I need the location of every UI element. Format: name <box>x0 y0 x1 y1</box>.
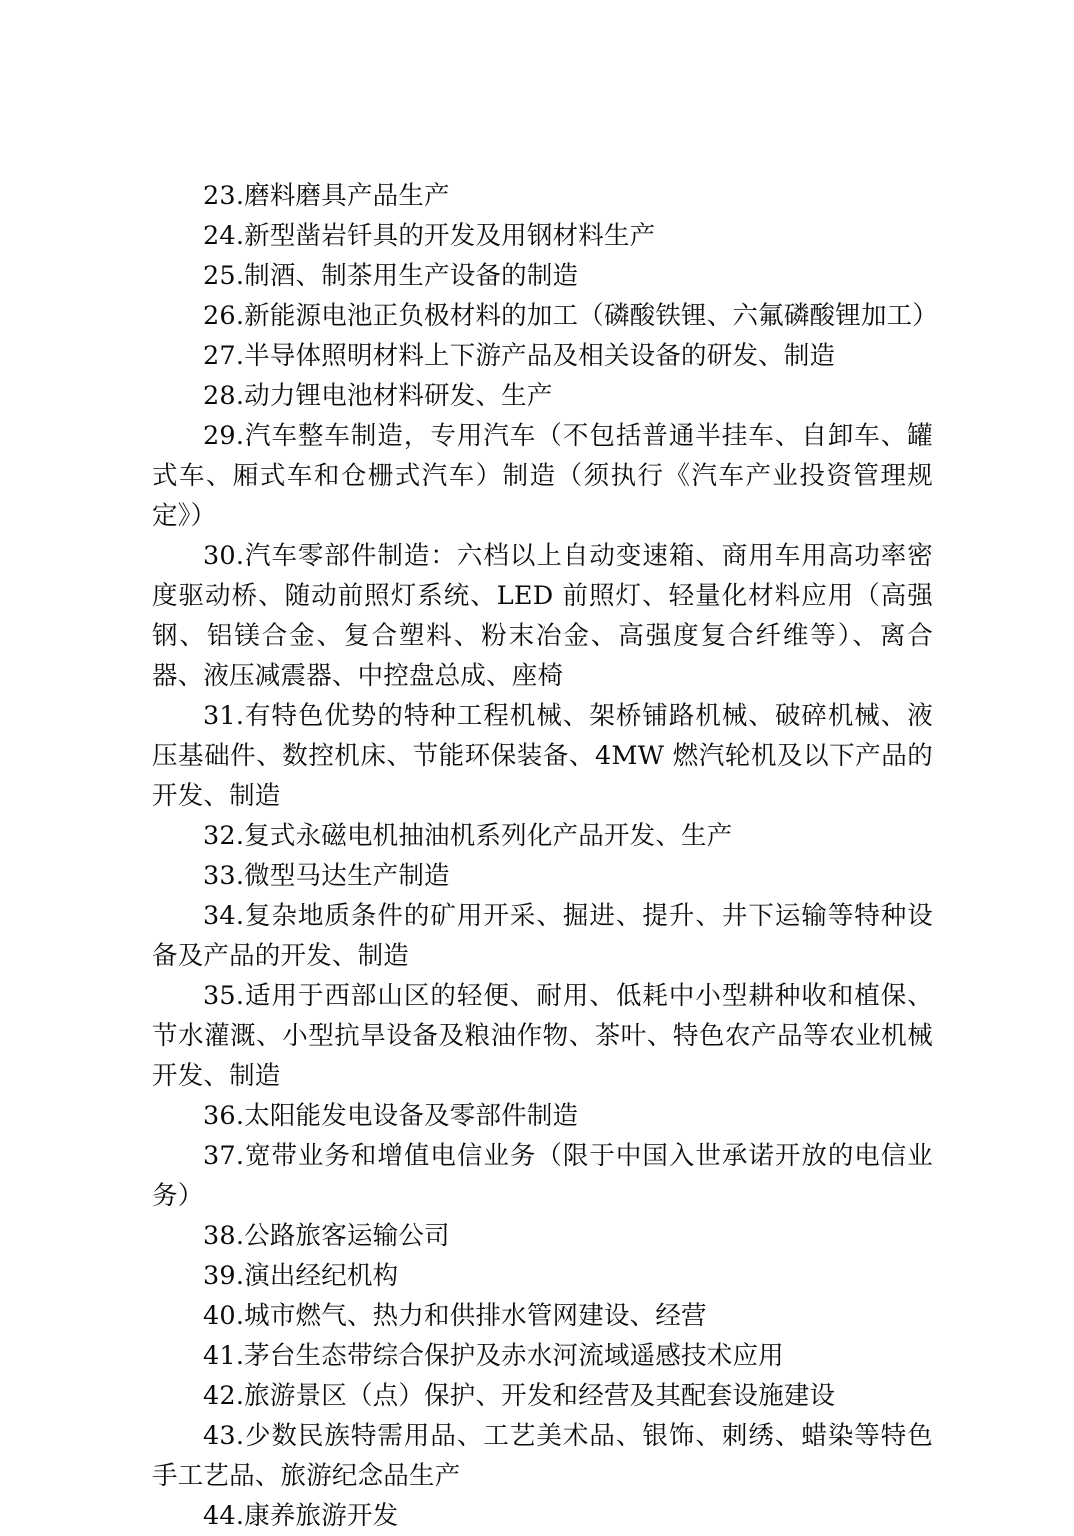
list-item: 43.少数民族特需用品、工艺美术品、银饰、刺绣、蜡染等特色手工艺品、旅游纪念品生产 <box>152 1421 933 1491</box>
list-item: 37.宽带业务和增值电信业务（限于中国入世承诺开放的电信业务） <box>152 1141 933 1211</box>
list-item: 28.动力锂电池材料研发、生产 <box>203 381 553 411</box>
list-item: 26.新能源电池正负极材料的加工（磷酸铁锂、六氟磷酸锂加工） <box>203 301 939 331</box>
list-item: 40.城市燃气、热力和供排水管网建设、经营 <box>203 1301 707 1331</box>
list-item: 31.有特色优势的特种工程机械、架桥铺路机械、破碎机械、液压基础件、数控机床、节能环保装备、4MW 燃汽轮机及以下产品的开发、制造 <box>152 701 933 811</box>
list-item: 39.演出经纪机构 <box>203 1261 399 1291</box>
list-item: 41.茅台生态带综合保护及赤水河流域遥感技术应用 <box>203 1341 784 1371</box>
list-item: 38.公路旅客运输公司 <box>203 1221 450 1251</box>
list-item: 36.太阳能发电设备及零部件制造 <box>203 1101 579 1131</box>
list-item: 33.微型马达生产制造 <box>203 861 450 891</box>
list-item: 44.康养旅游开发 <box>203 1501 399 1531</box>
list-item: 34.复杂地质条件的矿用开采、掘进、提升、井下运输等特种设备及产品的开发、制造 <box>152 901 933 971</box>
list-item: 23.磨料磨具产品生产 <box>203 181 450 211</box>
list-item: 24.新型凿岩钎具的开发及用钢材料生产 <box>203 221 656 251</box>
list-item: 30.汽车零部件制造：六档以上自动变速箱、商用车用高功率密度驱动桥、随动前照灯系统、LED 前照灯、轻量化材料应用（高强钢、铝镁合金、复合塑料、粉末冶金、高强度复合纤维等）、离合器、液压减震器、中控盘总成、座椅 <box>152 541 933 691</box>
list-item: 25.制酒、制茶用生产设备的制造 <box>203 261 579 291</box>
list-item: 42.旅游景区（点）保护、开发和经营及其配套设施建设 <box>203 1381 836 1411</box>
list-item: 29.汽车整车制造，专用汽车（不包括普通半挂车、自卸车、罐式车、厢式车和仓栅式汽车）制造（须执行《汽车产业投资管理规定》） <box>152 421 933 531</box>
list-item: 27.半导体照明材料上下游产品及相关设备的研发、制造 <box>203 341 836 371</box>
list-item: 35.适用于西部山区的轻便、耐用、低耗中小型耕种收和植保、节水灌溉、小型抗旱设备及粮油作物、茶叶、特色农产品等农业机械开发、制造 <box>152 981 933 1091</box>
document-body-text-column <box>152 176 939 1536</box>
list-item: 32.复式永磁电机抽油机系列化产品开发、生产 <box>203 821 733 851</box>
